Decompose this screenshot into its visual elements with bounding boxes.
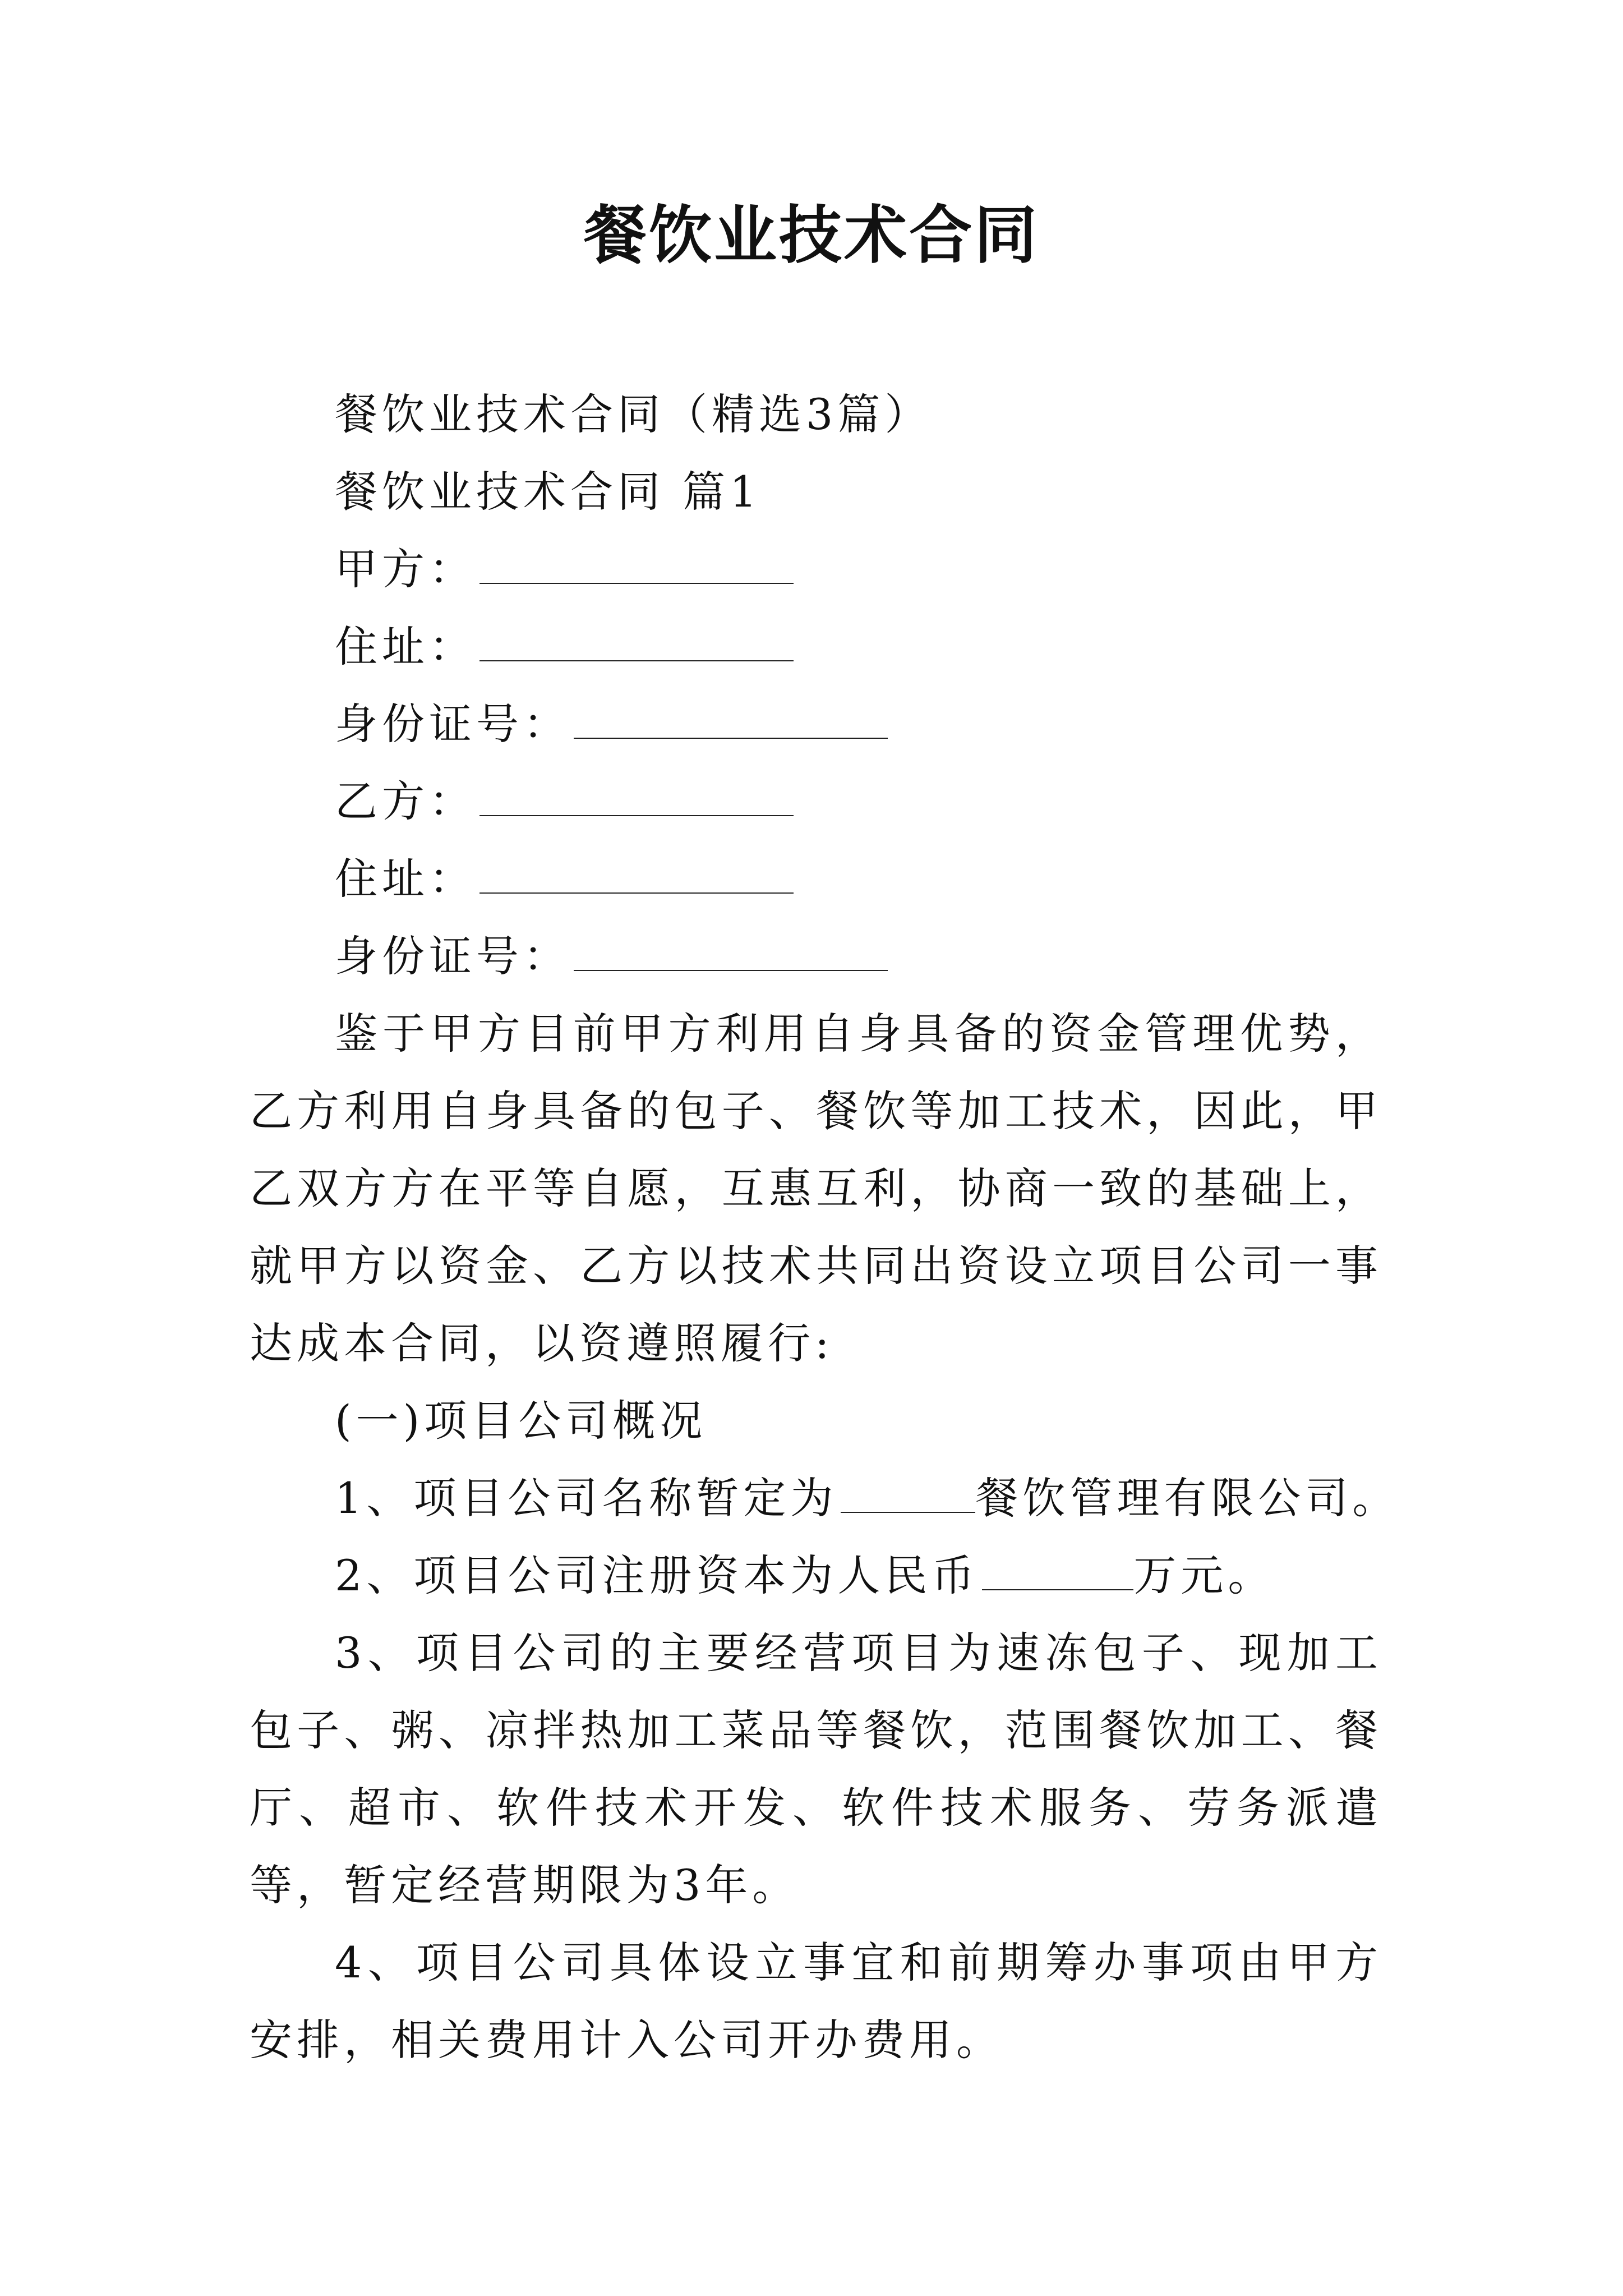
party-b-blank (479, 775, 794, 816)
address-a-blank (479, 620, 794, 661)
item-3: 3、项目公司的主要经营项目为速冻包子、现加工包子、粥、凉拌热加工菜品等餐饮，范围餐饮加工、餐厅、超市、软件技术开发、软件技术服务、劳务派遣等，暂定经营期限为3年。 (250, 1628, 1382, 1910)
item-2-after: 万元。 (1133, 1550, 1275, 1600)
id-b-blank (574, 930, 888, 971)
intro-paragraph: 鉴于甲方目前甲方利用自身具备的资金管理优势，乙方利用自身具备的包子、餐饮等加工技术，因此，甲乙双方方在平等自愿，互惠互利，协商一致的基础上，就甲方以资金、乙方以技术共同出资设立项目公司一事达成本合同，以资遵照履行: (250, 1009, 1382, 1368)
id-b-field (250, 918, 1382, 995)
item-1-after: 餐饮管理有限公司。 (975, 1473, 1400, 1523)
address-b-blank (479, 852, 794, 894)
item-2 (250, 1537, 1382, 1614)
party-b-label: 乙方： (335, 776, 476, 826)
party-b-field (250, 763, 1382, 840)
item-4: 4、项目公司具体设立事宜和前期筹办事项由甲方安排，相关费用计入公司开办费用。 (250, 1938, 1382, 2065)
address-b-field (250, 840, 1382, 918)
address-a-field (250, 608, 1382, 685)
address-b-label: 住址： (335, 854, 476, 904)
subtitle: 餐饮业技术合同（精选3篇） (335, 389, 932, 439)
item-2-blank (982, 1549, 1133, 1590)
address-a-label: 住址： (335, 622, 476, 671)
party-a-field (250, 531, 1382, 608)
item-1 (250, 1460, 1400, 1537)
item-1-before: 1、项目公司名称暂定为 (335, 1473, 838, 1523)
clause-heading: (一)项目公司概况 (335, 1396, 707, 1446)
id-a-label: 身份证号： (335, 699, 570, 749)
section-heading: 餐饮业技术合同 篇1 (335, 467, 762, 517)
party-a-blank (479, 542, 794, 584)
document-body (250, 376, 1400, 2079)
party-a-label: 甲方： (335, 544, 476, 594)
item-1-blank (841, 1471, 975, 1513)
id-a-field (250, 685, 1382, 763)
item-2-before: 2、项目公司注册资本为人民币 (335, 1550, 979, 1600)
id-a-blank (574, 697, 888, 739)
document-title: 餐饮业技术合同 (584, 199, 1039, 272)
id-b-label: 身份证号： (335, 931, 570, 981)
